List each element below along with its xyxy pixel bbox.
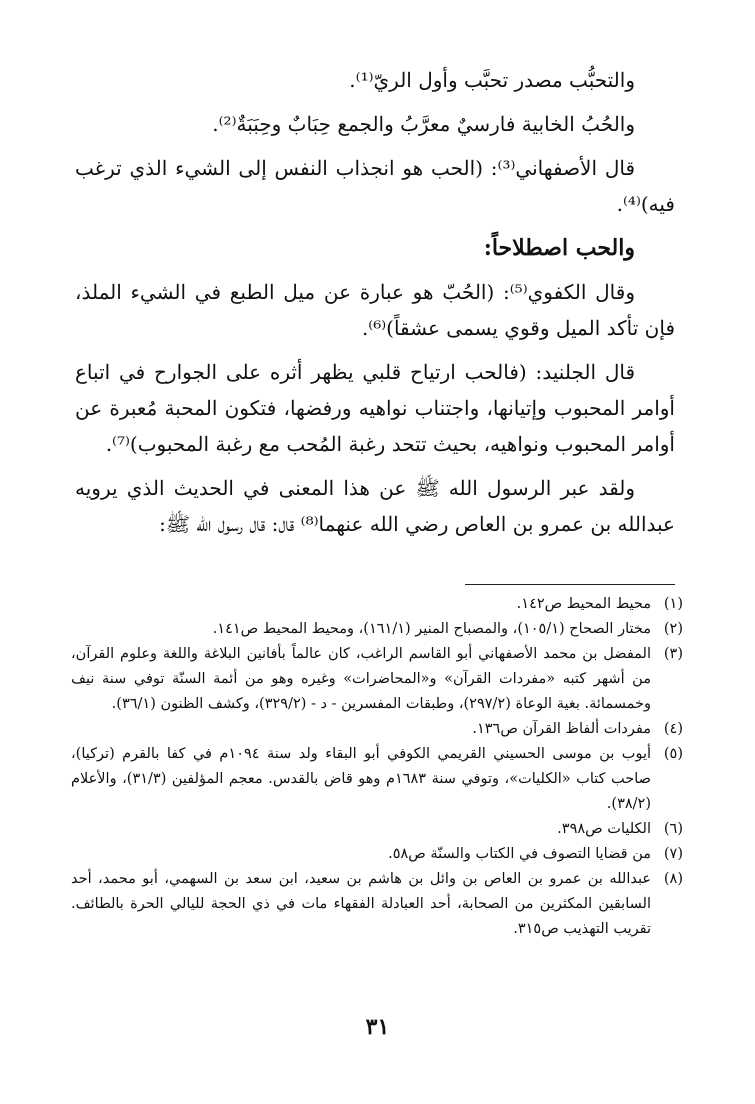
footnotes xyxy=(71,592,683,942)
footnote-separator xyxy=(465,584,675,585)
footnote-text: أيوب بن موسى الحسيني القريمي الكوفي أبو البقاء ولد سنة ١٠٩٤م في كفا بالقرم (تركيا)، صاحب كتاب «الكليات»، وتوفي سنة ١٦٨٣م وهو قاض بالقدس. معجم المؤلفين (٣١/٣)، والأعلام (٣٨/٢). xyxy=(71,746,652,812)
footnote-number: (٣) xyxy=(663,646,683,662)
footnote xyxy=(71,817,683,842)
footnote-number: (٥) xyxy=(663,746,683,762)
footnote-number: (٦) xyxy=(663,821,683,837)
footnote-number: (٨) xyxy=(663,871,683,887)
paragraph-julaynid: قال الجلنيد: (فالحب ارتياح قلبي يظهر أثره على الجوارح في اتباع أوامر المحبوب وإتيانها، واجتناب نواهيه ورفضها، فتكون المحبة مُعبرة عن أوامر المحبوب ونواهيه، بحيث تتحد رغبة المُحب مع رغبة المحبوب)⁽⁷⁾. xyxy=(75,360,675,456)
footnote-number: (٤) xyxy=(663,721,683,737)
footnote-text: مختار الصحاح (١٠٥/١)، والمصباح المنير (١٦١/١)، ومحيط المحيط ص١٤١. xyxy=(212,621,651,637)
footnote xyxy=(71,842,683,867)
page-number: ٣١ xyxy=(365,1014,390,1040)
paragraph-hubb-khabiya: والحُبُ الخابية فارسيٌ معرَّبُ والجمع حِبَابٌ وحِبَبَةٌ⁽²⁾. xyxy=(212,112,635,136)
footnote-text: عبدالله بن عمرو بن العاص بن وائل بن هاشم بن سعيد، ابن سعد بن السهمي، أبو محمد، أحد السابقين المكثرين من الصحابة، أحد العبادلة الفقهاء مات في ذي الحجة لليالي الحرة بالطائف. تقريب التهذيب ص٣١٥. xyxy=(71,871,651,937)
footnote-text: من قضايا التصوف في الكتاب والسنّة ص٥٨. xyxy=(388,846,651,862)
footnote-text: الكليات ص٣٩٨. xyxy=(557,821,651,837)
paragraph-asfahani: قال الأصفهاني⁽³⁾: (الحب هو انجذاب النفس إلى الشيء الذي ترغب فيه)⁽⁴⁾. xyxy=(75,156,675,216)
footnote xyxy=(71,867,683,942)
paragraph-tahabbub: والتحبُّب مصدر تحبَّب وأول الريّ⁽¹⁾. xyxy=(349,68,635,92)
footnote xyxy=(71,642,683,717)
footnote-text: المفضل بن محمد الأصفهاني أبو القاسم الراغب، كان عالماً بأفانين البلاغة واللغة وعلوم القرآن، من أشهر كتبه «مفردات القرآن» و«المحاضرات» وغيره وهو من أئمة السنّة توفي سنة نيف وخمسمائة. بغية الوعاة (٢٩٧/٢)، وطبقات المفسرين - د - (٣٢٩/٢)، وكشف الظنون (٣٦/١). xyxy=(71,646,651,712)
footnote-text: محيط المحيط ص١٤٢. xyxy=(516,596,651,612)
footnote-number: (٧) xyxy=(663,846,683,862)
footnote xyxy=(71,717,683,742)
paragraph-hadith-intro: ولقد عبر الرسول الله ﷺ عن هذا المعنى في الحديث الذي يرويه عبدالله بن عمرو بن العاص رضي الله عنهما⁽⁸⁾ قال: قال رسول الله ﷺ: xyxy=(75,476,675,536)
main-text xyxy=(75,62,675,550)
footnote xyxy=(71,592,683,617)
footnote-text: مفردات ألفاظ القرآن ص١٣٦. xyxy=(472,721,651,737)
footnote-number: (١) xyxy=(663,596,683,612)
footnote xyxy=(71,742,683,817)
footnote-number: (٢) xyxy=(663,621,683,637)
section-heading: والحب اصطلاحاً: xyxy=(483,235,635,261)
paragraph-kafawi: وقال الكفوي⁽⁵⁾: (الحُبّ هو عبارة عن ميل الطبع في الشيء الملذ، فإن تأكد الميل وقوي يسمى عشقاً)⁽⁶⁾. xyxy=(75,280,675,340)
footnote xyxy=(71,617,683,642)
